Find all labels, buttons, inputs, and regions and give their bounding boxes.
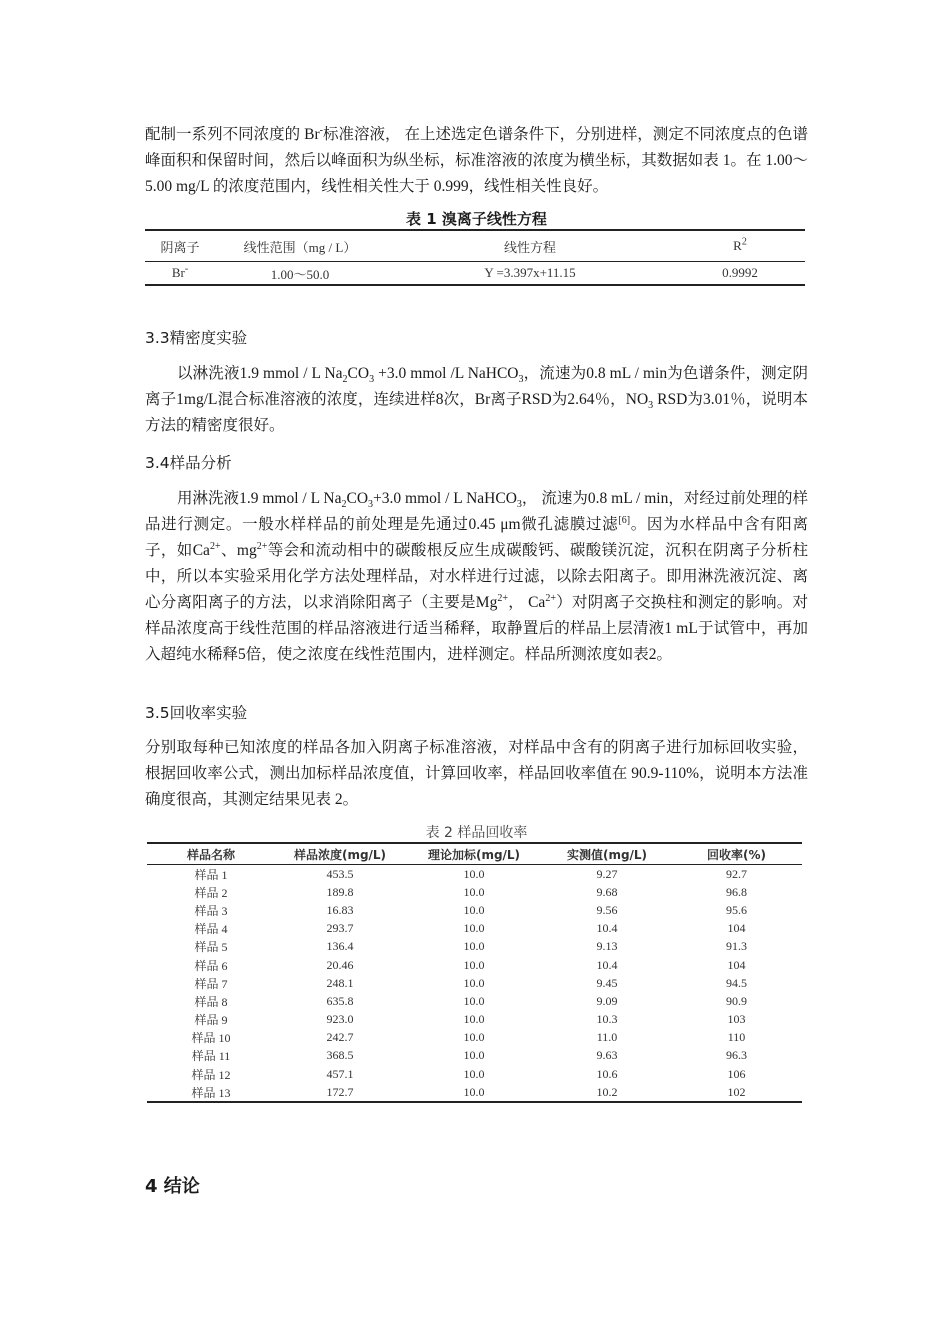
table-row <box>147 974 802 992</box>
table2-cell: 95.6 <box>726 902 747 917</box>
table2-cell: 10.0 <box>463 975 485 990</box>
table2-cell: 96.8 <box>726 884 747 899</box>
table2-cell: 样品 12 <box>191 1067 231 1082</box>
table2-cell: 453.5 <box>326 866 354 881</box>
table2-cell: 10.0 <box>405 1083 543 1102</box>
intro-paragraph <box>145 122 808 200</box>
section-heading-3-5: 3.5回收率实验 <box>145 704 248 722</box>
table1-cell-ion: Br- <box>145 262 215 286</box>
table2-cell: 10.0 <box>463 1012 485 1027</box>
table2-cell: 样品 9 <box>194 1013 228 1028</box>
table2-header-recovery: 回收率(%) <box>671 843 802 865</box>
table2-cell: 368.5 <box>326 1048 354 1063</box>
table2-cell: 10.0 <box>463 902 485 917</box>
table2-cell: 10.0 <box>463 1066 485 1081</box>
table1-header-eq: 线性方程 <box>385 230 675 262</box>
table2-cell: 样品 4 <box>194 922 228 937</box>
table2-cell: 10.0 <box>463 1030 485 1045</box>
table2-cell: 10.0 <box>463 1048 485 1063</box>
table2-cell: 189.8 <box>326 884 354 899</box>
table2-cell: 10.2 <box>543 1083 671 1102</box>
table2-cell: 10.4 <box>596 921 618 936</box>
table2-cell: 293.7 <box>326 921 354 936</box>
table1-cell-r2: 0.9992 <box>675 262 805 286</box>
table2-cell: 90.9 <box>726 993 747 1008</box>
table1-caption: 表 1 溴离子线性方程 <box>406 210 547 228</box>
table2-cell: 172.7 <box>275 1083 405 1102</box>
table2-cell: 样品 6 <box>194 958 228 973</box>
table-row <box>147 1083 802 1102</box>
intro-superscript: - <box>319 124 323 136</box>
table2 <box>147 842 802 1103</box>
table2-cell: 96.3 <box>726 1048 747 1063</box>
table2-cell: 923.0 <box>326 1012 354 1027</box>
table2-caption: 表 2 样品回收率 <box>425 825 528 841</box>
table2-cell: 样品 8 <box>194 994 228 1009</box>
citation-ref: [6] <box>618 514 631 526</box>
table-row <box>147 1065 802 1083</box>
table2-cell: 248.1 <box>326 975 354 990</box>
table2-cell: 94.5 <box>726 975 747 990</box>
table-row <box>147 865 802 884</box>
section-3-5-paragraph: 分别取每种已知浓度的样品各加入阴离子标准溶液，对样品中含有的阴离子进行加标回收实验，根据回收率公式，测出加标样品浓度值，计算回收率，样品回收率值在 90.9-110%，说明本方法准确度很高，其测定结果见表 2。 <box>145 739 808 808</box>
table2-cell: 样品 5 <box>194 940 228 955</box>
table2-cell: 样品 11 <box>191 1049 231 1064</box>
table2-cell: 9.09 <box>596 993 618 1008</box>
table2-cell: 20.46 <box>326 957 354 972</box>
table-row <box>147 1011 802 1029</box>
table2-cell: 9.27 <box>596 866 618 881</box>
table2-cell: 92.7 <box>726 866 747 881</box>
table2-cell: 10.4 <box>596 957 618 972</box>
table2-cell: 样品 13 <box>147 1083 275 1102</box>
table-row <box>147 901 802 919</box>
table1-header-ion: 阴离子 <box>145 230 215 262</box>
table2-cell: 10.0 <box>463 884 485 899</box>
table1-cell-range: 1.00～50.0 <box>215 262 385 286</box>
table2-cell: 样品 7 <box>194 976 228 991</box>
table1 <box>145 229 805 286</box>
table2-cell: 136.4 <box>326 939 354 954</box>
table2-cell: 9.45 <box>596 975 618 990</box>
table2-cell: 样品 1 <box>194 867 228 882</box>
table2-cell: 457.1 <box>326 1066 354 1081</box>
table2-cell: 16.83 <box>326 902 354 917</box>
table2-cell: 242.7 <box>326 1030 354 1045</box>
table2-cell: 9.68 <box>596 884 618 899</box>
table2-cell: 110 <box>727 1030 746 1045</box>
table2-cell: 10.0 <box>463 957 485 972</box>
table2-cell: 10.0 <box>463 939 485 954</box>
table2-header-spike: 理论加标(mg/L) <box>405 843 543 865</box>
section-heading-3-4: 3.4样品分析 <box>145 454 232 472</box>
table2-cell: 10.0 <box>463 866 485 881</box>
table2-header-measured: 实测值(mg/L) <box>543 843 671 865</box>
table2-cell: 106 <box>727 1066 746 1081</box>
section-heading-3-3: 3.3精密度实验 <box>145 329 248 347</box>
table2-cell: 11.0 <box>596 1030 618 1045</box>
table1-header-r2: $R^2$ <box>675 230 805 262</box>
intro-text: 配制一系列不同浓度的 Br <box>145 126 320 143</box>
table2-cell: 91.3 <box>726 939 747 954</box>
table2-cell: 102 <box>671 1083 802 1102</box>
table2-cell: 9.63 <box>596 1048 618 1063</box>
table-row <box>147 1029 802 1047</box>
table-row <box>147 1047 802 1065</box>
table2-header-conc: 样品浓度(mg/L) <box>275 843 405 865</box>
table-row <box>147 956 802 974</box>
table2-cell: 10.0 <box>463 921 485 936</box>
table2-cell: 9.13 <box>596 939 618 954</box>
table2-cell: 104 <box>727 921 746 936</box>
table1-header-range: 线性范围（mg / L） <box>215 230 385 262</box>
table-row <box>145 262 805 286</box>
table-row <box>147 938 802 956</box>
table2-cell: 10.6 <box>596 1066 618 1081</box>
table2-body <box>147 865 802 1103</box>
table2-cell: 104 <box>727 957 746 972</box>
table2-cell: 样品 2 <box>194 885 228 900</box>
table2-cell: 103 <box>727 1012 746 1027</box>
table2-header-name: 样品名称 <box>147 843 275 865</box>
table2-cell: 10.0 <box>463 993 485 1008</box>
table-row <box>147 920 802 938</box>
table2-cell: 9.56 <box>596 902 618 917</box>
table2-cell: 样品 10 <box>191 1031 231 1046</box>
table-row <box>147 883 802 901</box>
section-3-3-paragraph: 以淋洗液1.9 mmol / L $Na_2CO_3 +3.0$ mmol /L NaHCO$_3$，流速为0.8 mL / min为色谱条件，测定阴离子1mg/L混合标准溶液的浓度，连续进样8次，Br离子RSD为2.64％，$NO_3$ RSD为3.01％，说明本方法的精密度很好。 <box>145 365 808 434</box>
table2-cell: 635.8 <box>326 993 354 1008</box>
table2-cell: 样品 3 <box>194 903 228 918</box>
table1-cell-eq: Y =3.397x+11.15 <box>385 262 675 286</box>
section-heading-4: 4 结论 <box>145 1176 200 1197</box>
intro-text-cont: 标准溶液， 在上述选定色谱条件下，分别进样，测定不同浓度点的色谱峰面积和保留时间，然后以峰面积为纵坐标，标准溶液的浓度为横坐标，其数据如表 1。在 1.00～5.00 mg/L 的浓度范围内，线性相关性大于 0.999，线性相关性良好。 <box>145 126 808 195</box>
table-row <box>147 992 802 1010</box>
section-3-4-paragraph: 用淋洗液1.9 mmol / L $Na_2CO_3+3.0$ mmol / L NaHCO$_3$， 流速为0.8 mL / min，对经过前处理的样品进行测定。一般水样样品的前处理是先通过0.45 μm微孔滤膜过滤[6]。因为水样品中含有阳离子，如$Ca^{2+}$、$mg^{2+}$等会和流动相中的碳酸根反应生成碳酸钙、碳酸镁沉淀，沉积在阴离子分析柱中，所以本实验采用化学方法处理样品，对水样进行过滤，以除去阳离子。即用淋洗液沉淀、离心分离阳离子的方法，以求消除阳离子（主要是$Mg^{2+}$， $Ca^{2+}$）对阴离子交换柱和测定的影响。对样品浓度高于线性范围的样品溶液进行适当稀释，取静置后的样品上层清液1 mL于试管中，再加入超纯水稀释5倍，使之浓度在线性范围内，进样测定。样品所测浓度如表2。 <box>145 490 809 663</box>
table2-cell: 10.3 <box>596 1012 618 1027</box>
